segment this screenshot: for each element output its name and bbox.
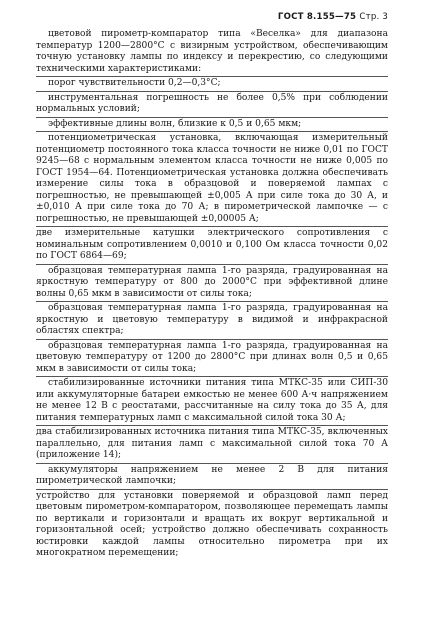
paragraph: эффективные длины волн, близкие к 0,5 и 0,65 мкм;: [36, 117, 388, 131]
paragraph: аккумуляторы напряжением не менее 2 В для питания пирометрической лампочки;: [36, 464, 388, 486]
page-header: [278, 12, 388, 22]
page-number: Стр. 3: [359, 12, 388, 22]
paragraph: потенциометрическая установка, включающая измерительный потенциометр постоянного тока класса точности не ниже 0,01 по ГОСТ 9245—68 с нормальным элементом класса точности не ниже 0,005 по ГОСТ 1954—64. Потенциометрическая установка должна обеспечивать измерение силы тока в образцовой и поверяемой лампах с погрешностью, не превышающей ±0,005 А при силе тока до 30 А, и ±0,010 А при силе тока до 70 А; в пирометрической лампочке — с погрешностью, не превышающей ±0,00005 А;: [36, 133, 388, 224]
document-code: ГОСТ 8.155—75: [277, 12, 357, 22]
paragraph: цветовой пирометр-компаратор типа «Веселка» для диапазона температур 1200—2800°С с визирным устройством, обеспечивающим точную установку лампы по индексу и перекрестию, со следующими техническими характеристиками:: [36, 29, 388, 74]
paragraph: образцовая температурная лампа 1-го разряда, градуированная на яркостную и цветовую температуру в видимой и инфракрасной областях спектра;: [36, 303, 388, 336]
paragraph: устройство для установки поверяемой и образцовой ламп перед цветовым пирометром-компаратором, позволяющее перемещать лампы по вертикали и горизонтали и вращать их вокруг вертикальной и горизонтальной осей; устройство должно обеспечивать сохранность юстировки каждой лампы относительно пирометра при их многократном перемещении;: [36, 490, 388, 558]
paragraph: стабилизированные источники питания типа МТКС-35 или СИП-30 или аккумуляторные батареи емкостью не менее 600 А·ч напряжением не менее 12 В с реостатами, рассчитанные на силу тока до 35 А, для питания температурных ламп с максимальной силой тока 30 А;: [36, 378, 388, 423]
paragraph: образцовая температурная лампа 1-го разряда, градуированная на цветовую температуру от 1200 до 2800°С при длинах волн 0,5 и 0,65 мкм в зависимости от силы тока;: [36, 340, 388, 374]
paragraph: две измерительные катушки электрического сопротивления с номинальным сопротивлением 0,0010 и 0,100 Ом класса точности 0,02 по ГОСТ 6864—69;: [36, 228, 388, 261]
paragraph: два стабилизированных источника питания типа МТКС-35, включенных параллельно, для питания ламп с максимальной силой тока 70 А (приложение 14);: [36, 427, 388, 460]
paragraph: инструментальная погрешность не более 0,5% при соблюдении нормальных условий;: [36, 92, 388, 114]
document-body: [36, 29, 388, 560]
paragraph: образцовая температурная лампа 1-го разряда, градуированная на яркостную температуру от 800 до 2000°С при эффективной длине волны 0,65 мкм в зависимости от силы тока;: [36, 265, 388, 299]
paragraph: порог чувствительности 0,2—0,3°С;: [36, 76, 388, 90]
